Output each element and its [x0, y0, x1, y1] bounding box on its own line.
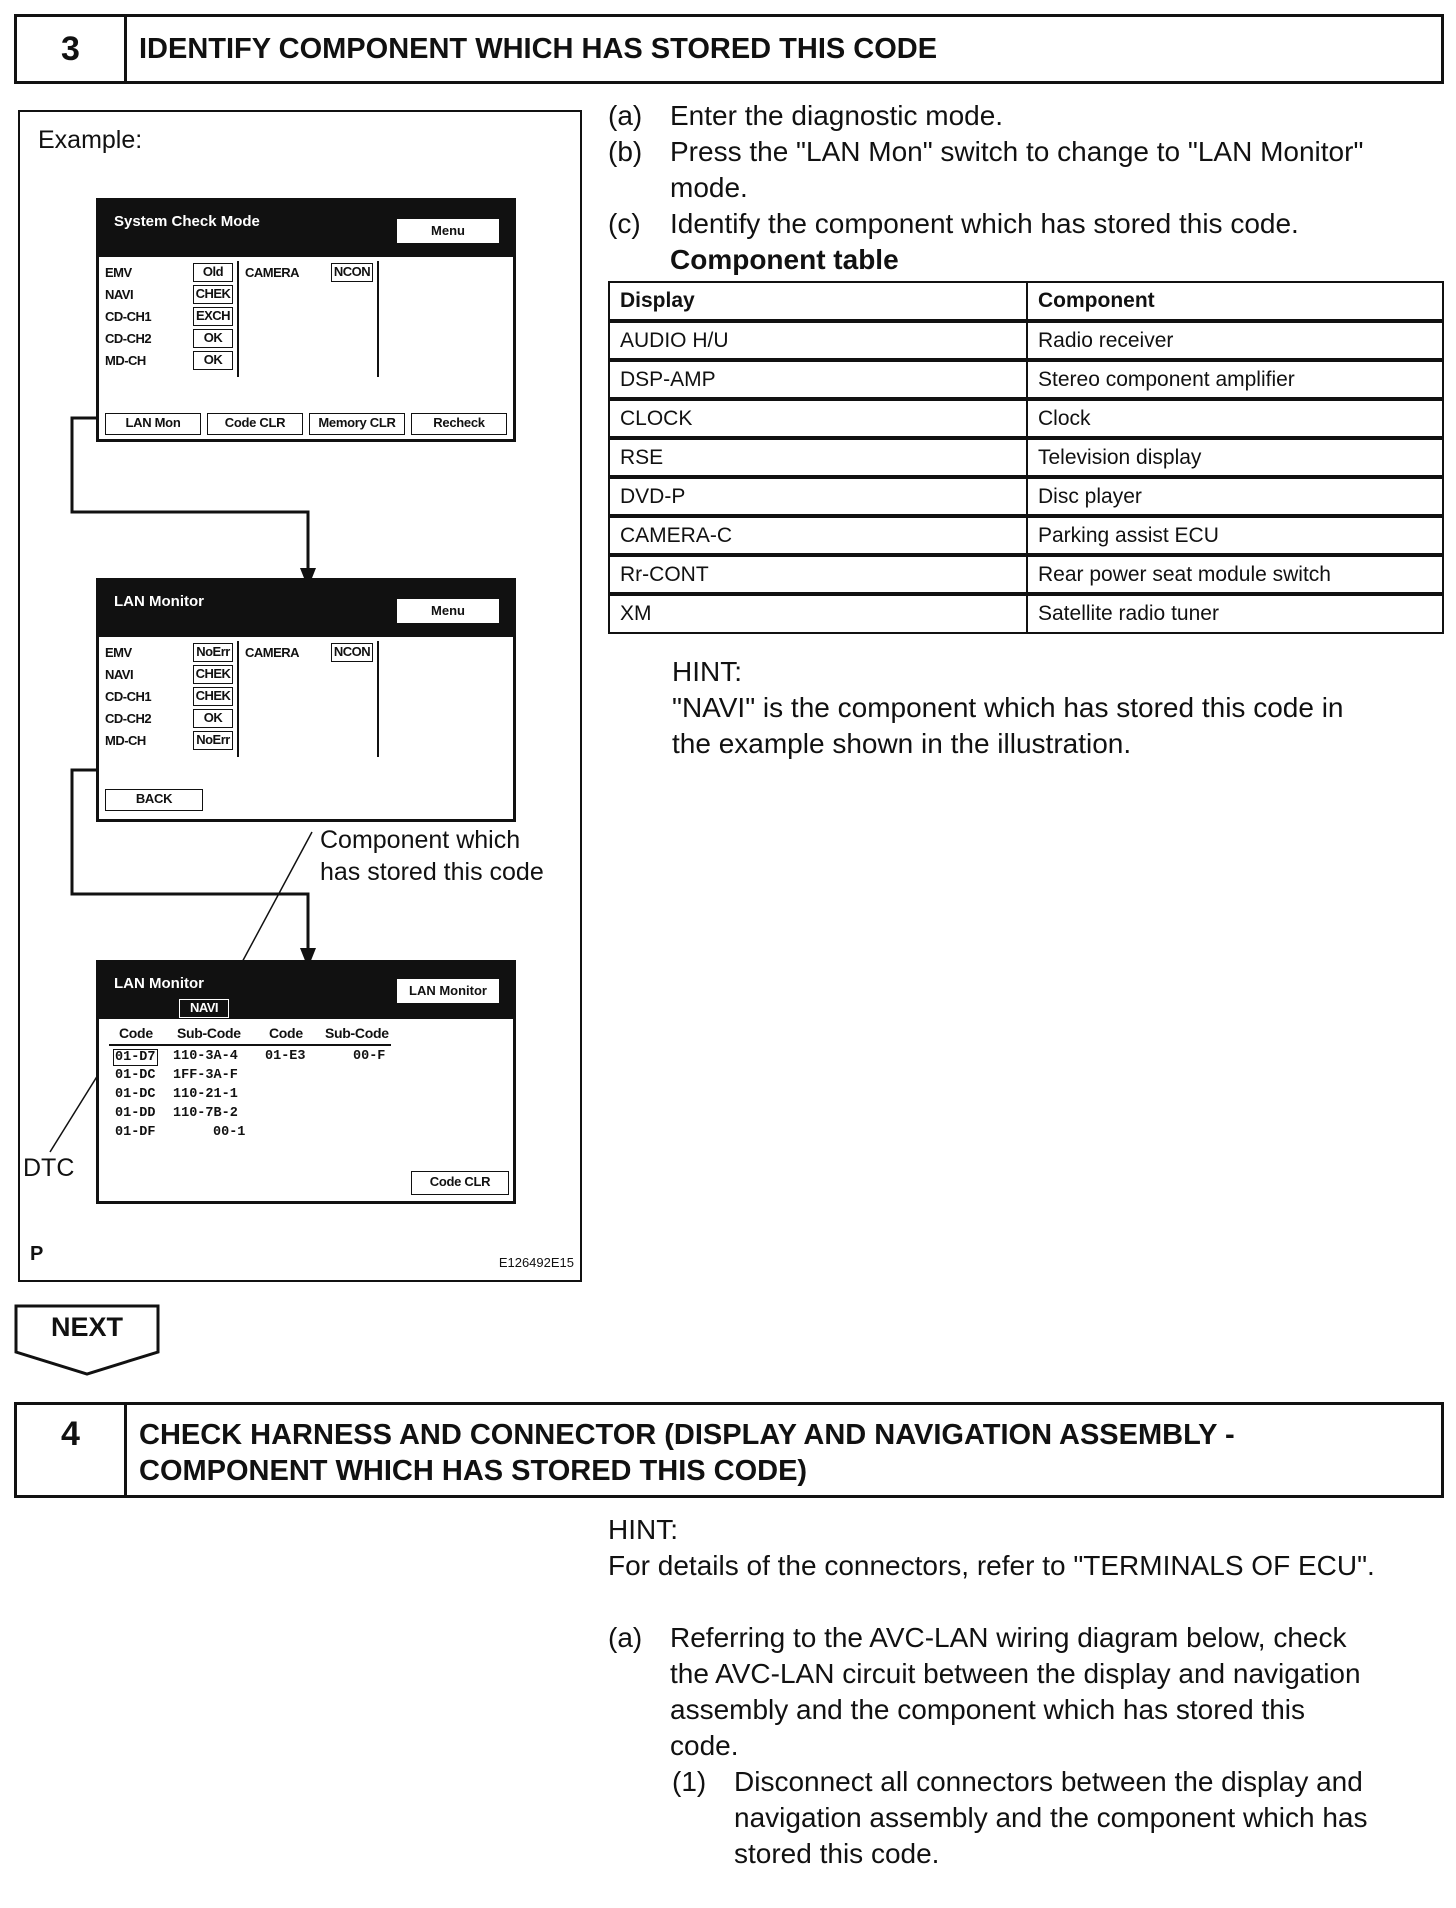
table-caption: Component table — [670, 244, 899, 275]
hint-text: the example shown in the illustration. — [672, 728, 1132, 759]
dtc-code: 01-E3 — [265, 1049, 306, 1064]
component-cell: Disc player — [1027, 477, 1443, 516]
step-3-header — [14, 14, 1444, 84]
step-title-line: CHECK HARNESS AND CONNECTOR (DISPLAY AND NAVIGATION ASSEMBLY - — [139, 1419, 1235, 1451]
instruction-text: stored this code. — [734, 1838, 940, 1869]
step-title — [127, 1405, 1441, 1495]
status-badge[interactable]: OK — [193, 709, 233, 728]
status-badge[interactable]: OK — [193, 351, 233, 370]
dtc-code[interactable]: 01-D7 — [115, 1050, 156, 1065]
next-label: NEXT — [50, 1312, 123, 1342]
example-illustration — [18, 110, 582, 1282]
row-label: NAVI — [105, 287, 134, 302]
column-header: Code — [269, 1025, 303, 1041]
table-header-row — [609, 282, 1443, 321]
code-clr-button[interactable]: Code CLR — [207, 413, 303, 435]
display-cell: CLOCK — [609, 399, 1027, 438]
instruction-text: Identify the component which has stored this code. — [670, 208, 1299, 239]
screen-title: LAN Monitor — [114, 593, 204, 610]
figure-id: E126492E15 — [498, 1255, 574, 1270]
hint-label: HINT: — [608, 1514, 678, 1545]
status-badge[interactable]: NoErr — [193, 643, 233, 662]
table-row — [609, 516, 1443, 555]
status-badge[interactable]: Old — [193, 263, 233, 282]
component-cell: Parking assist ECU — [1027, 516, 1443, 555]
code-clr-button[interactable]: Code CLR — [411, 1171, 509, 1195]
row-label: CD-CH1 — [105, 309, 152, 324]
instruction-label: (a) — [608, 100, 643, 131]
divider — [377, 641, 379, 757]
row-label: CD-CH2 — [105, 331, 152, 346]
status-badge[interactable]: OK — [193, 329, 233, 348]
display-cell: Rr-CONT — [609, 555, 1027, 594]
table-row — [609, 555, 1443, 594]
camera-status-badge[interactable]: NCON — [331, 263, 373, 282]
lan-monitor-screen — [96, 578, 516, 822]
display-cell: DSP-AMP — [609, 360, 1027, 399]
memory-clr-button[interactable]: Memory CLR — [309, 413, 405, 435]
component-cell: Rear power seat module switch — [1027, 555, 1443, 594]
header-underline — [109, 1044, 391, 1046]
display-cell: AUDIO H/U — [609, 321, 1027, 360]
column-header: Sub-Code — [325, 1025, 389, 1041]
p-mark: P — [30, 1243, 44, 1265]
row-label: CD-CH2 — [105, 711, 152, 726]
component-cell: Satellite radio tuner — [1027, 594, 1443, 633]
instruction-label: (b) — [608, 136, 643, 167]
table-row — [609, 399, 1443, 438]
divider — [237, 641, 239, 757]
instruction-text: assembly and the component which has stored this — [670, 1694, 1306, 1725]
table-row — [609, 594, 1443, 633]
step-title: IDENTIFY COMPONENT WHICH HAS STORED THIS CODE — [139, 33, 938, 65]
divider — [377, 261, 379, 377]
dtc-code: 01-DC — [115, 1087, 156, 1102]
row-label: MD-CH — [105, 353, 146, 368]
recheck-button[interactable]: Recheck — [411, 413, 507, 435]
dtc-label: DTC — [23, 1154, 75, 1182]
example-label: Example: — [38, 126, 143, 154]
table-row — [609, 360, 1443, 399]
dtc-subcode: 1FF-3A-F — [173, 1068, 238, 1083]
instruction-text: code. — [670, 1730, 739, 1761]
instruction-text: mode. — [670, 172, 748, 203]
row-label: CD-CH1 — [105, 689, 152, 704]
column-header: Display — [609, 282, 1027, 321]
display-cell: RSE — [609, 438, 1027, 477]
step-4-header — [14, 1402, 1444, 1498]
dtc-subcode: 00-F — [353, 1049, 386, 1064]
row-label: NAVI — [105, 667, 134, 682]
dtc-subcode: 00-1 — [213, 1125, 246, 1140]
component-box[interactable]: NAVI — [179, 999, 229, 1018]
component-cell: Clock — [1027, 399, 1443, 438]
column-header: Component — [1027, 282, 1443, 321]
instruction-text: navigation assembly and the component which has — [734, 1802, 1368, 1833]
camera-status-badge[interactable]: NCON — [331, 643, 373, 662]
hint-block — [608, 1512, 1375, 1584]
display-cell: XM — [609, 594, 1027, 633]
menu-button[interactable]: Menu — [397, 599, 499, 623]
display-cell: CAMERA-C — [609, 516, 1027, 555]
dtc-code: 01-DD — [115, 1106, 156, 1121]
step-title-line: COMPONENT WHICH HAS STORED THIS CODE) — [139, 1455, 808, 1487]
instruction-label: (1) — [672, 1766, 707, 1797]
menu-button[interactable]: Menu — [397, 219, 499, 243]
back-button[interactable]: BACK — [105, 789, 203, 811]
hint-block — [672, 654, 1343, 762]
instruction-text: Press the "LAN Mon" switch to change to "LAN Monitor" — [670, 136, 1364, 167]
dtc-subcode: 110-3A-4 — [173, 1049, 238, 1064]
next-button[interactable] — [14, 1304, 160, 1376]
status-badge[interactable]: CHEK — [193, 285, 233, 304]
component-table — [608, 281, 1444, 634]
column-header: Sub-Code — [177, 1025, 241, 1041]
lan-mon-button[interactable]: LAN Mon — [105, 413, 201, 435]
instruction-text: the AVC-LAN circuit between the display and navigation — [670, 1658, 1361, 1689]
dtc-subcode: 110-21-1 — [173, 1087, 238, 1102]
status-badge[interactable]: CHEK — [193, 687, 233, 706]
table-row — [609, 321, 1443, 360]
lan-monitor-button[interactable]: LAN Monitor — [397, 979, 499, 1003]
instruction-label: (a) — [608, 1622, 643, 1653]
hint-label: HINT: — [672, 656, 742, 687]
dtc-code: 01-DF — [115, 1125, 156, 1140]
system-check-mode-screen — [96, 198, 516, 442]
status-badge[interactable]: CHEK — [193, 665, 233, 684]
callout-line: Component which — [320, 826, 521, 854]
component-cell: Television display — [1027, 438, 1443, 477]
step-number: 3 — [17, 17, 127, 81]
instruction-text: Enter the diagnostic mode. — [670, 100, 1004, 131]
hint-text: "NAVI" is the component which has stored this code in — [672, 692, 1344, 723]
screen-title: System Check Mode — [114, 213, 260, 230]
callout-line: has stored this code — [320, 858, 544, 886]
dtc-code: 01-DC — [115, 1068, 156, 1083]
lan-monitor-dtc-screen — [96, 960, 516, 1204]
component-cell: Stereo component amplifier — [1027, 360, 1443, 399]
table-row — [609, 438, 1443, 477]
component-callout — [320, 824, 544, 888]
status-badge[interactable]: EXCH — [193, 307, 233, 326]
row-label: EMV — [105, 645, 132, 660]
instruction-label: (c) — [608, 208, 641, 239]
row-label: EMV — [105, 265, 132, 280]
status-badge[interactable]: NoErr — [193, 731, 233, 750]
table-row — [609, 477, 1443, 516]
camera-label: CAMERA — [245, 265, 300, 280]
column-header: Code — [119, 1025, 153, 1041]
hint-text: For details of the connectors, refer to "TERMINALS OF ECU". — [608, 1550, 1375, 1581]
step-number: 4 — [17, 1405, 127, 1495]
camera-label: CAMERA — [245, 645, 300, 660]
row-label: MD-CH — [105, 733, 146, 748]
component-cell: Radio receiver — [1027, 321, 1443, 360]
divider — [237, 261, 239, 377]
dtc-subcode: 110-7B-2 — [173, 1106, 238, 1121]
display-cell: DVD-P — [609, 477, 1027, 516]
instruction-text: Disconnect all connectors between the display and — [734, 1766, 1363, 1797]
screen-title: LAN Monitor — [114, 975, 204, 992]
instruction-text: Referring to the AVC-LAN wiring diagram below, check — [670, 1622, 1347, 1653]
